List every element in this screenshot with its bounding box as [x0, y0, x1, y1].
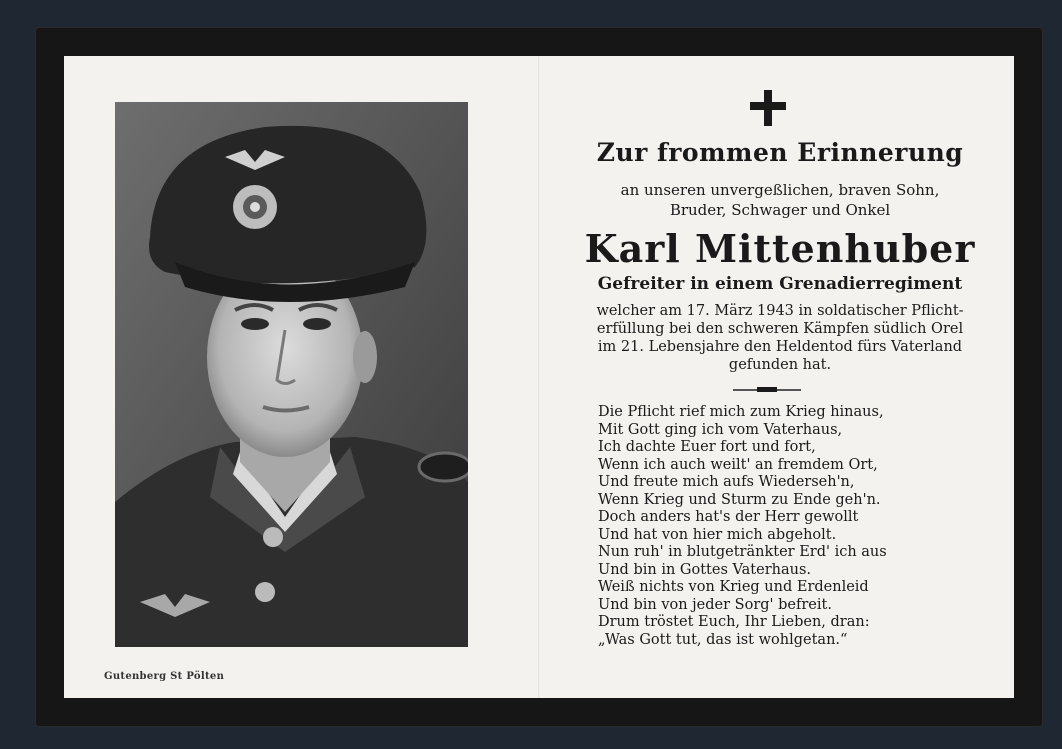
- poem-line: Die Pflicht rief mich zum Krieg hinaus,: [598, 404, 884, 420]
- intro-line: Bruder, Schwager und Onkel: [669, 201, 891, 219]
- poem-line: Ich dachte Euer fort und fort,: [598, 439, 816, 455]
- poem-line: Nun ruh' in blutgetränkter Erd' ich aus: [598, 544, 887, 560]
- poem-line: Und bin in Gottes Vaterhaus.: [598, 561, 811, 578]
- memorial-poem: [598, 404, 958, 649]
- death-notice-text: [560, 302, 1000, 374]
- poem-line: Doch anders hat's der Herr gewollt: [598, 509, 859, 525]
- deceased-name: Karl Mittenhuber: [584, 226, 976, 271]
- soldier-portrait-photo: [115, 102, 468, 647]
- poem-line: „Was Gott tut, das ist wohlgetan.“: [598, 631, 848, 648]
- poem-line: Weiß nichts von Krieg und Erdenleid: [598, 579, 869, 595]
- latin-cross-icon: [750, 90, 786, 126]
- poem-line: Mit Gott ging ich vom Vaterhaus,: [598, 421, 843, 438]
- printer-imprint: Gutenberg St Pölten: [104, 671, 225, 682]
- poem-line: Und freute mich aufs Wiederseh'n,: [598, 474, 855, 490]
- center-fold: [538, 56, 540, 698]
- poem-line: Wenn ich auch weilt' an fremdem Ort,: [598, 456, 878, 473]
- notice-line: gefunden hat.: [728, 357, 832, 373]
- intro-text: [560, 180, 1000, 220]
- ornamental-divider: [733, 389, 801, 391]
- poem-line: Wenn Krieg und Sturm zu Ende geh'n.: [598, 491, 881, 508]
- notice-line: welcher am 17. März 1943 in soldatischer Pflicht-: [596, 303, 964, 319]
- notice-line: erfüllung bei den schweren Kämpfen südlich Orel: [596, 321, 964, 337]
- card-heading: Zur frommen Erinnerung: [596, 138, 964, 167]
- poem-line: Und bin von jeder Sorg' befreit.: [598, 596, 832, 613]
- military-rank: Gefreiter in einem Grenadierregiment: [597, 274, 963, 294]
- notice-line: im 21. Lebensjahre den Heldentod fürs Vaterland: [597, 339, 963, 355]
- poem-line: Und hat von hier mich abgeholt.: [598, 526, 837, 543]
- poem-line: Drum tröstet Euch, Ihr Lieben, dran:: [598, 614, 870, 630]
- intro-line: an unseren unvergeßlichen, braven Sohn,: [620, 181, 940, 199]
